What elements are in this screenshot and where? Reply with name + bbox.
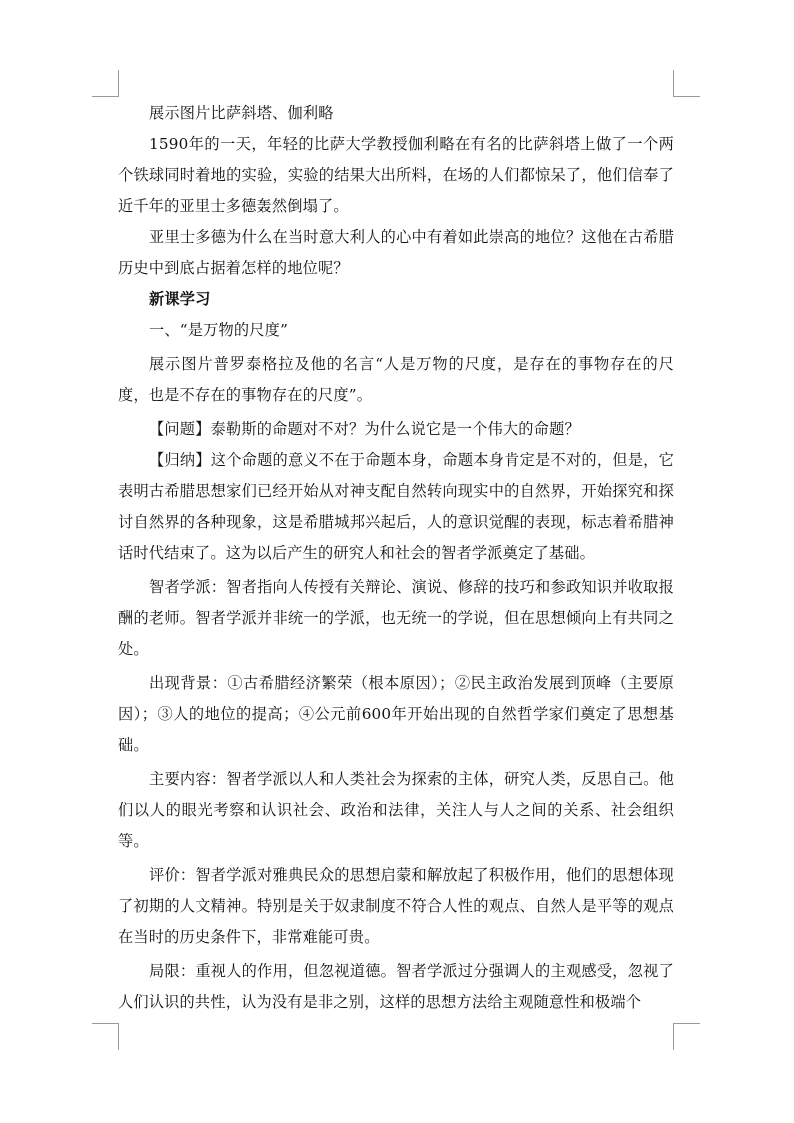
subheading-measure-of-all-things: 一、“是万物的尺度” [149,321,289,339]
document-body [118,92,674,1018]
paragraph-main-content: 主要内容：智者学派以人和人类社会为探索的主体，研究人类，反思自己。他们以人的眼光考察和认识社会、政治和法律，关注人与人之间的关系、社会组织等。 [118,770,674,850]
paragraph-background: 出现背景：①古希腊经济繁荣（根本原因）；②民主政治发展到顶峰（主要原因）；③人的地位的提高；④公元前600年开始出现的自然哲学家们奠定了思想基础。 [118,674,674,754]
paragraph-intro-image: 展示图片比萨斜塔、伽利略 [149,104,334,122]
paragraph-limitation: 局限：重视人的作用，但忽视道德。智者学派过分强调人的主观感受，忽视了人们认识的共性，认为没有是非之别，这样的思想方法给主观随意性和极端个 [118,962,674,1011]
section-heading-new-lesson: 新课学习 [149,290,211,308]
paragraph-question: 【问题】泰勒斯的命题对不对？为什么说它是一个伟大的命题？ [149,420,580,438]
crop-mark-bottom-right [673,1023,700,1050]
crop-mark-bottom-left [92,1023,119,1050]
crop-mark-top-left [92,70,119,97]
crop-mark-top-right [673,70,700,97]
paragraph-evaluation: 评价：智者学派对雅典民众的思想启蒙和解放起了积极作用，他们的思想体现了初期的人文精神。特别是关于奴隶制度不符合人性的观点、自然人是平等的观点在当时的历史条件下，非常难能可贵。 [118,866,674,946]
paragraph-galileo: 1590年的一天，年轻的比萨大学教授伽利略在有名的比萨斜塔上做了一个两个铁球同时着地的实验，实验的结果大出所料，在场的人们都惊呆了，他们信奉了近千年的亚里士多德轰然倒塌了。 [118,135,674,215]
paragraph-aristotle-question: 亚里士多德为什么在当时意大利人的心中有着如此崇高的地位？这他在古希腊历史中到底占据着怎样的地位呢？ [118,228,674,277]
paragraph-summary: 【归纳】这个命题的意义不在于命题本身，命题本身肯定是不对的，但是，它表明古希腊思想家们已经开始从对神支配自然转向现实中的自然界，开始探究和探讨自然界的各种现象，这是希腊城邦兴起后，人的意识觉醒的表现，标志着希腊神话时代结束了。这为以后产生的研究人和社会的智者学派奠定了基础。 [118,451,674,562]
paragraph-sophists: 智者学派：智者指向人传授有关辩论、演说、修辞的技巧和参政知识并收取报酬的老师。智者学派并非统一的学派，也无统一的学说，但在思想倾向上有共同之处。 [118,578,674,658]
paragraph-protagoras: 展示图片普罗泰格拉及他的名言“人是万物的尺度，是存在的事物存在的尺度，也是不存在的事物存在的尺度”。 [118,355,674,404]
